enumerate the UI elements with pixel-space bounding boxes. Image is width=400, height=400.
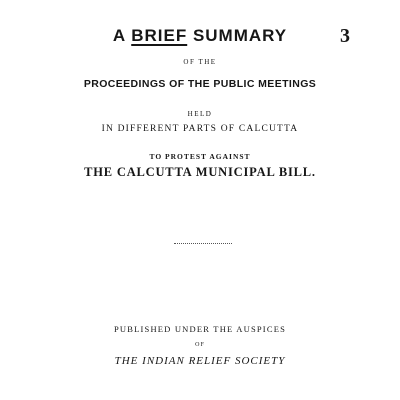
held-line: HELD bbox=[187, 110, 213, 118]
title-emphasis: BRIEF bbox=[131, 26, 188, 45]
ornamental-divider bbox=[174, 243, 232, 244]
location-line: IN DIFFERENT PARTS OF CALCUTTA bbox=[101, 124, 299, 134]
title-prefix: A bbox=[112, 26, 132, 45]
publisher-line: PUBLISHED UNDER THE AUSPICES bbox=[113, 324, 287, 334]
proceedings-heading: PROCEEDINGS OF THE PUBLIC MEETINGS bbox=[83, 78, 317, 90]
society-name: THE INDIAN RELIEF SOCIETY bbox=[114, 355, 286, 367]
protest-line: TO PROTEST AGAINST bbox=[149, 152, 251, 161]
handwritten-number: 3 bbox=[340, 25, 350, 47]
title-suffix: SUMMARY bbox=[187, 26, 288, 45]
imprint-of-line: OF bbox=[195, 342, 205, 348]
bill-heading: THE CALCUTTA MUNICIPAL BILL. bbox=[84, 165, 316, 179]
of-the-line: OF THE bbox=[183, 58, 217, 66]
